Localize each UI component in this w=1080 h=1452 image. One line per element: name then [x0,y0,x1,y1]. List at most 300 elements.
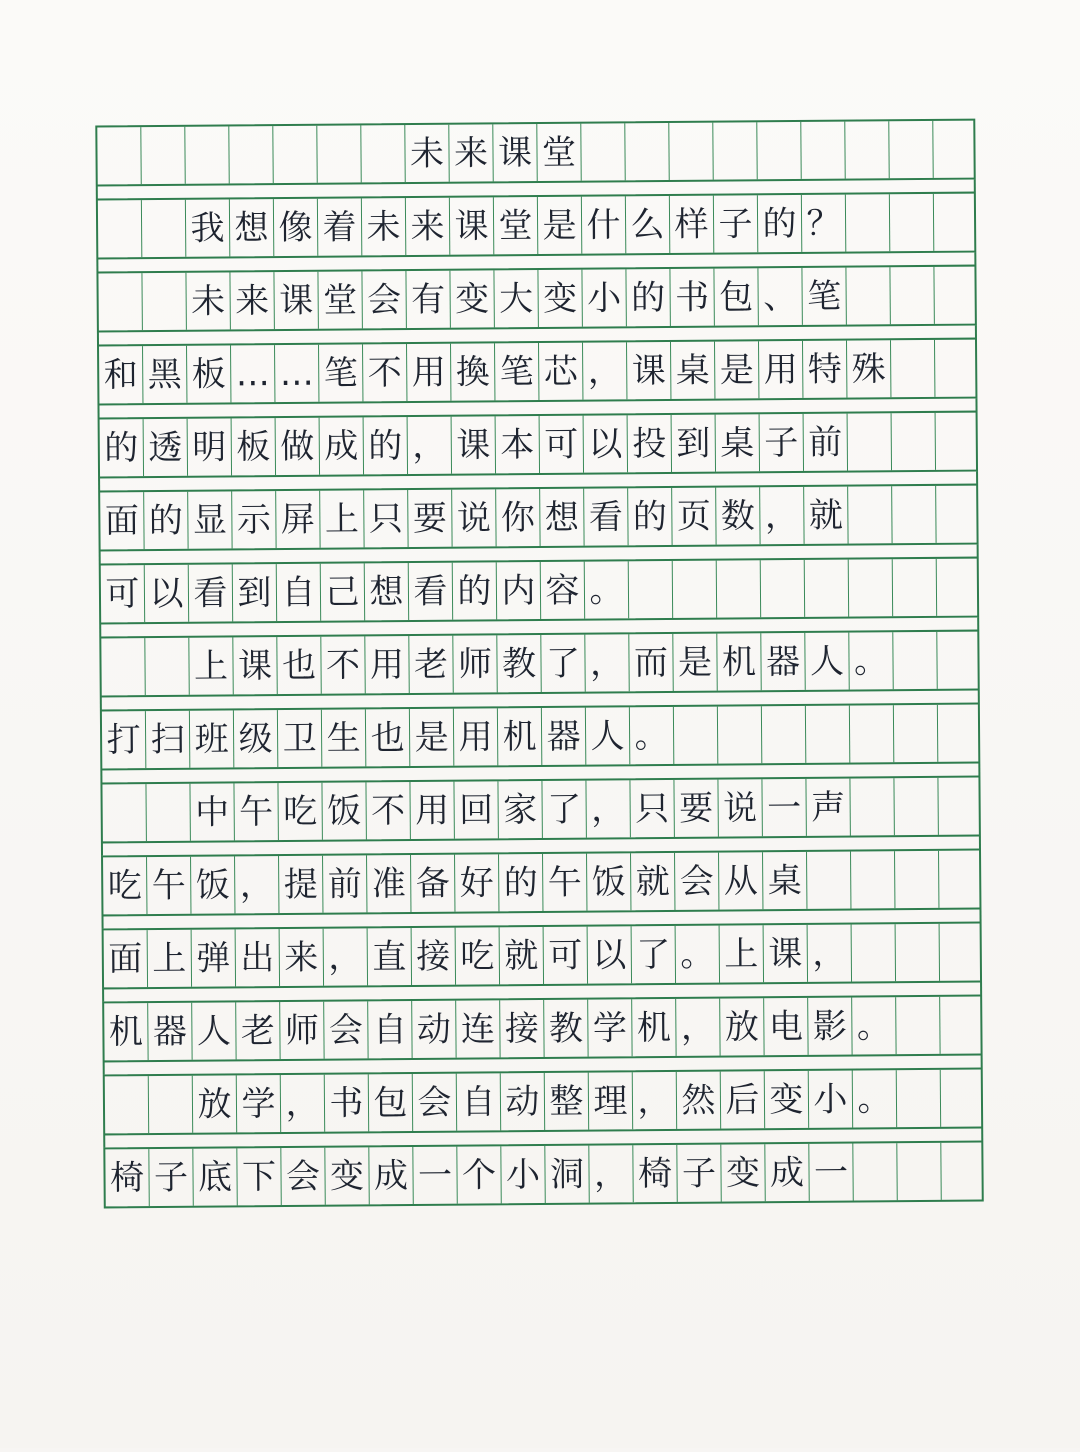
grid-cell [97,127,141,184]
grid-cell: 会 [362,271,406,328]
grid-cell: 来 [230,272,274,329]
grid-cell: 的 [364,417,408,474]
grid-cell: 学 [237,1075,281,1132]
grid-cell: 面 [104,930,148,987]
grid-cell: 后 [721,1071,765,1128]
grid-cell [848,486,892,543]
grid-cell: 看 [409,563,453,620]
grid-cell: 来 [406,198,450,255]
grid-cell: 笔 [495,343,539,400]
grid-cell: 是 [673,634,717,691]
grid-cell: 看 [189,564,233,621]
grid-cell: 投 [628,415,672,472]
grid-cell [757,122,801,179]
grid-cell [581,123,625,180]
grid-cell [938,705,982,762]
grid-cell [889,121,933,178]
grid-cell: 来 [280,929,324,986]
grid-cell [762,706,806,763]
grid-cell: 而 [629,634,673,691]
grid-cell: 板 [232,418,276,475]
grid-cell: 你 [496,489,540,546]
grid-cell: 。 [585,561,629,618]
grid-cell: 整 [545,1073,589,1130]
grid-cell: 是 [715,341,759,398]
grid-cell: ， [235,856,279,913]
grid-cell: 到 [233,564,277,621]
grid-cell [807,852,851,909]
grid-cell: 什 [582,196,626,253]
grid-cell [933,121,977,178]
grid-cell [894,778,938,835]
grid-cell: 家 [498,781,542,838]
grid-cell: 未 [186,272,230,329]
grid-cell: 自 [368,1001,412,1058]
grid-cell [896,997,940,1054]
grid-cell: 卫 [278,710,322,767]
grid-cell: 不 [363,344,407,401]
grid-cell: 是 [538,197,582,254]
grid-cell: 。 [676,926,720,983]
grid-cell: 吃 [103,857,147,914]
grid-cell: 殊 [847,340,891,397]
grid-cell: 成 [369,1147,413,1204]
grid-cell: 就 [631,853,675,910]
grid-cell: 书 [670,269,714,326]
grid-cell: 说 [452,489,496,546]
grid-cell: 课 [627,342,671,399]
grid-cell: 上 [320,490,364,547]
grid-cell: 变 [450,270,494,327]
grid-cell: 的 [453,562,497,619]
grid-cell: 会 [324,1001,368,1058]
grid-cell [892,413,936,470]
grid-cell [229,126,273,183]
grid-cell: 透 [144,419,188,476]
grid-cell: 饭 [587,853,631,910]
grid-cell: 換 [451,343,495,400]
grid-cell: 吃 [456,927,500,984]
grid-cell: 直 [368,928,412,985]
grid-cell: 机 [717,633,761,690]
grid-cell: 课 [493,124,537,181]
grid-cell: 电 [764,998,808,1055]
grid-cell: ， [676,999,720,1056]
grid-cell: … [275,345,319,402]
grid-cell [941,1143,985,1200]
grid-cell [629,561,673,618]
grid-cell [149,1076,193,1133]
grid-cell [937,632,981,689]
grid-cell: 回 [454,781,498,838]
grid-cell: 扫 [146,711,190,768]
grid-cell: 只 [364,490,408,547]
grid-cell: 做 [276,418,320,475]
grid-cell: 吃 [278,783,322,840]
grid-cell [934,267,978,324]
grid-cell [845,121,889,178]
grid-cell: 的 [758,195,802,252]
grid-cell [848,413,892,470]
grid-cell: 。 [852,997,896,1054]
grid-cell: 以 [584,415,628,472]
grid-cell: 桌 [716,414,760,471]
grid-cell: 一 [809,1144,853,1201]
grid-cell [361,125,405,182]
grid-cell: 机 [632,999,676,1056]
grid-cell: 本 [496,416,540,473]
grid-cell: 中 [190,783,234,840]
grid-cell [98,273,142,330]
grid-cell: 未 [405,125,449,182]
grid-cell: 想 [365,563,409,620]
grid-cell: 教 [497,635,541,692]
grid-cell: 从 [719,852,763,909]
grid-cell: 人 [805,633,849,690]
grid-cell [937,559,981,616]
grid-cell: 接 [412,928,456,985]
grid-cell: 是 [410,709,454,766]
grid-cell: 备 [411,855,455,912]
grid-cell: ， [589,1145,633,1202]
grid-cell: 以 [145,565,189,622]
grid-cell: 堂 [537,124,581,181]
grid-cell: 椅 [633,1145,677,1202]
grid-cell: 师 [453,635,497,692]
grid-cell [146,784,190,841]
grid-cell [669,123,713,180]
grid-cell: 有 [406,271,450,328]
grid-cell: 未 [362,198,406,255]
grid-cell: 弹 [192,929,236,986]
grid-cell [713,122,757,179]
grid-cell: 的 [499,854,543,911]
grid-cell: 和 [99,346,143,403]
grid-cell: 就 [804,487,848,544]
grid-cell [850,705,894,762]
grid-row [103,1068,983,1136]
grid-cell [142,273,186,330]
grid-cell [852,924,896,981]
grid-cell: 要 [408,490,452,547]
grid-row [103,1141,983,1209]
grid-cell: 想 [230,199,274,256]
grid-cell: 明 [188,418,232,475]
grid-cell: 上 [720,925,764,982]
grid-cell: 课 [450,197,494,254]
grid-cell [853,1143,897,1200]
grid-cell: 器 [761,633,805,690]
grid-cell: 机 [498,708,542,765]
grid-row [99,557,979,625]
grid-cell: 笔 [319,344,363,401]
grid-cell: 午 [234,783,278,840]
grid-cell: 小 [809,1071,853,1128]
grid-row [98,411,978,479]
grid-cell [145,638,189,695]
grid-cell: 芯 [539,343,583,400]
grid-cell: ， [760,487,804,544]
grid-cell: 课 [452,416,496,473]
grid-cell: 的 [626,269,670,326]
grid-cell: 接 [500,1000,544,1057]
grid-cell: 会 [675,853,719,910]
grid-cell: 一 [413,1147,457,1204]
grid-cell [941,1070,985,1127]
grid-cell: 课 [274,272,318,329]
grid-cell [896,924,940,981]
grid-cell: 变 [721,1144,765,1201]
grid-cell: 用 [365,636,409,693]
grid-cell [893,559,937,616]
grid-cell: 成 [320,417,364,474]
grid-cell: 特 [803,341,847,398]
grid-cell [806,706,850,763]
grid-cell: 机 [104,1003,148,1060]
grid-cell: 放 [193,1075,237,1132]
grid-cell: ？ [802,195,846,252]
grid-row [102,995,982,1063]
grid-cell: ， [324,928,368,985]
grid-cell [897,1070,941,1127]
grid-row [99,630,979,698]
grid-cell: ， [281,1075,325,1132]
grid-cell: 级 [234,710,278,767]
grid-cell [851,851,895,908]
grid-cell: 课 [233,637,277,694]
grid-cell: 了 [541,635,585,692]
grid-cell [939,851,983,908]
grid-cell: 着 [318,198,362,255]
grid-cell: 子 [149,1149,193,1206]
grid-cell [674,707,718,764]
grid-cell: 午 [543,854,587,911]
grid-cell: 。 [849,632,893,689]
grid-cell: … [231,345,275,402]
grid-cell: 看 [584,488,628,545]
grid-cell: 示 [232,491,276,548]
grid-row [96,192,976,260]
grid-cell: 要 [674,780,718,837]
grid-cell: 饭 [191,856,235,913]
grid-cell: ， [583,342,627,399]
grid-cell: 桌 [671,342,715,399]
grid-cell: 只 [630,780,674,837]
grid-cell [102,784,146,841]
grid-cell: 数 [716,487,760,544]
grid-cell: 班 [190,710,234,767]
grid-cell: 包 [369,1074,413,1131]
grid-cell [893,632,937,689]
grid-cell: 变 [538,270,582,327]
grid-cell: 好 [455,854,499,911]
grid-cell: 说 [718,779,762,836]
grid-cell: 生 [322,709,366,766]
grid-row [96,265,976,333]
grid-cell: 动 [501,1073,545,1130]
grid-cell: 到 [672,415,716,472]
grid-cell [185,126,229,183]
grid-cell: 、 [758,268,802,325]
grid-cell: 不 [321,636,365,693]
grid-cell: 学 [588,999,632,1056]
grid-cell: 打 [102,711,146,768]
grid-cell: 想 [540,489,584,546]
grid-cell [936,486,980,543]
grid-cell: 会 [281,1148,325,1205]
grid-cell [101,638,145,695]
grid-cell: 用 [454,708,498,765]
grid-cell: 己 [321,563,365,620]
grid-cell: 容 [541,562,585,619]
grid-cell: 自 [277,564,321,621]
grid-cell [890,194,934,251]
grid-cell: 一 [762,779,806,836]
grid-cell: 前 [323,855,367,912]
grid-cell: 可 [540,416,584,473]
grid-cell: ， [585,634,629,691]
grid-cell: 会 [413,1074,457,1131]
grid-cell: 人 [192,1002,236,1059]
grid-cell: ， [408,417,452,474]
grid-cell: 大 [494,270,538,327]
grid-row [98,484,978,552]
grid-cell: 连 [456,1000,500,1057]
grid-cell: 书 [325,1074,369,1131]
grid-cell [273,126,317,183]
grid-row [100,776,980,844]
grid-cell [938,778,982,835]
grid-cell: 准 [367,855,411,912]
grid-cell: 底 [193,1148,237,1205]
grid-cell [940,997,984,1054]
grid-cell [894,705,938,762]
grid-cell: 。 [853,1070,897,1127]
grid-cell: 老 [409,636,453,693]
grid-cell: 上 [189,637,233,694]
grid-cell: 教 [544,1000,588,1057]
grid-cell: 课 [764,925,808,982]
grid-cell: ， [633,1072,677,1129]
grid-cell: 出 [236,929,280,986]
grid-cell: 面 [100,492,144,549]
grid-cell: 也 [366,709,410,766]
grid-cell: 个 [457,1146,501,1203]
grid-cell: 笔 [802,268,846,325]
grid-cell [717,560,761,617]
grid-cell: 的 [144,492,188,549]
grid-cell: 板 [187,345,231,402]
grid-cell: 洞 [545,1146,589,1203]
grid-cell: 的 [100,419,144,476]
grid-cell: 上 [148,930,192,987]
grid-cell: 午 [147,857,191,914]
grid-cell [890,267,934,324]
grid-cell: 器 [542,708,586,765]
grid-cell [142,200,186,257]
grid-cell: 可 [101,565,145,622]
grid-cell: 然 [677,1072,721,1129]
grid-cell [846,267,890,324]
grid-cell: 前 [804,414,848,471]
grid-cell [891,340,935,397]
grid-cell: 子 [677,1145,721,1202]
grid-cell [934,194,978,251]
grid-cell: 人 [586,707,630,764]
grid-cell: 就 [500,927,544,984]
grid-cell [940,924,984,981]
grid-cell: 器 [148,1003,192,1060]
grid-cell: 了 [542,781,586,838]
grid-cell: 像 [274,199,318,256]
grid-cell: 了 [632,926,676,983]
grid-cell: 成 [765,1144,809,1201]
grid-cell: 变 [325,1147,369,1204]
grid-cell: ， [586,780,630,837]
grid-cell: 老 [236,1002,280,1059]
grid-cell: 用 [410,782,454,839]
grid-cell [805,560,849,617]
grid-cell [673,561,717,618]
grid-row [97,338,977,406]
grid-cell: 来 [449,124,493,181]
grid-cell: 影 [808,998,852,1055]
grid-cell: 。 [630,707,674,764]
grid-cell [105,1076,149,1133]
grid-cell [850,778,894,835]
grid-cell [801,122,845,179]
grid-cell: 我 [186,199,230,256]
grid-cell: 用 [407,344,451,401]
grid-cell: 理 [589,1072,633,1129]
grid-cell: 下 [237,1148,281,1205]
grid-cell [897,1143,941,1200]
grid-cell [98,200,142,257]
grid-cell [718,706,762,763]
grid-cell: 屏 [276,491,320,548]
grid-cell [761,560,805,617]
grid-cell: ， [808,925,852,982]
grid-cell [849,559,893,616]
grid-cell: 堂 [494,197,538,254]
grid-cell: 小 [582,269,626,326]
grid-cell [625,123,669,180]
grid-cell: 内 [497,562,541,619]
grid-row [102,922,982,990]
grid-cell: 子 [760,414,804,471]
grid-cell: 页 [672,488,716,545]
grid-cell: 小 [501,1146,545,1203]
grid-cell [846,194,890,251]
grid-cell [892,486,936,543]
grid-cell: 椅 [105,1149,149,1206]
grid-cell: 堂 [318,271,362,328]
grid-cell: 的 [628,488,672,545]
grid-cell: 可 [544,927,588,984]
grid-row [100,703,980,771]
grid-cell: 放 [720,998,764,1055]
grid-cell [935,340,979,397]
grid-cell [141,127,185,184]
grid-cell: 包 [714,268,758,325]
grid-cell: 么 [626,196,670,253]
grid-cell: 黑 [143,346,187,403]
grid-row [95,119,975,187]
grid-cell: 也 [277,637,321,694]
grid-cell: 变 [765,1071,809,1128]
grid-cell: 自 [457,1073,501,1130]
grid-cell: 桌 [763,852,807,909]
